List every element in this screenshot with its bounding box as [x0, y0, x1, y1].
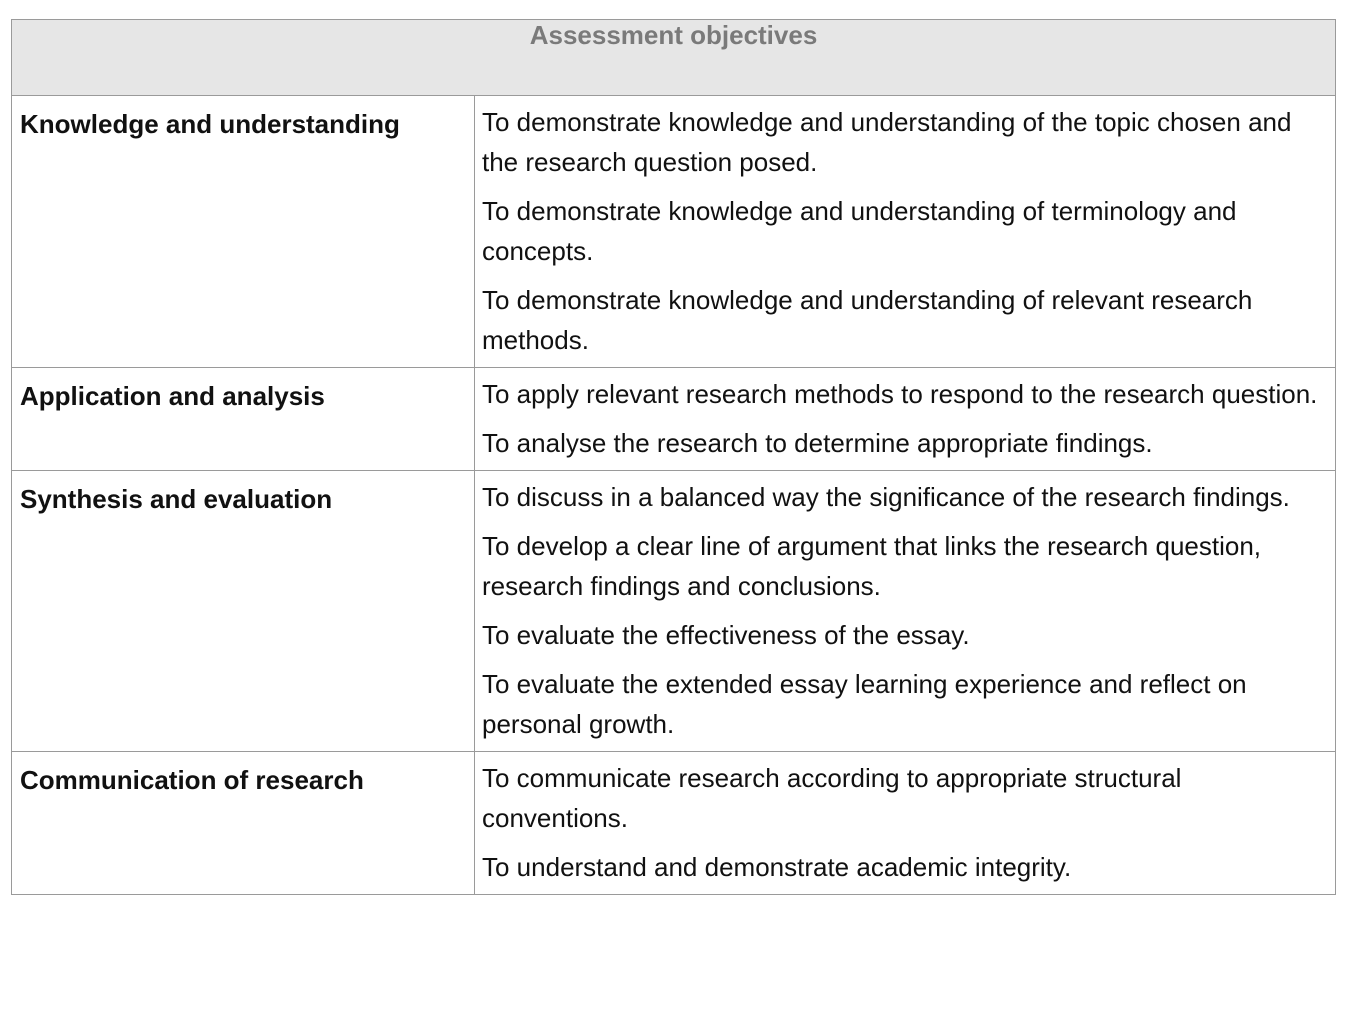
table-row-knowledge — [12, 96, 1336, 368]
objective-item: To apply relevant research methods to respond to the research question. — [482, 379, 1318, 409]
table-row-synthesis — [12, 471, 1336, 752]
objective-item: To evaluate the effectiveness of the essay. — [482, 620, 970, 650]
objective-item: To demonstrate knowledge and understanding of terminology and concepts. — [482, 196, 1237, 266]
objective-descriptions — [475, 471, 1336, 752]
objective-label: Application and analysis — [12, 368, 475, 471]
assessment-objectives-table — [11, 19, 1336, 895]
objective-item: To develop a clear line of argument that links the research question, research findings and conclusions. — [482, 531, 1262, 601]
objective-item: To understand and demonstrate academic integrity. — [482, 852, 1072, 882]
objective-descriptions — [475, 368, 1336, 471]
table-row-application — [12, 368, 1336, 471]
objective-item: To analyse the research to determine appropriate findings. — [482, 428, 1153, 458]
objective-item: To communicate research according to appropriate structural conventions. — [482, 763, 1182, 833]
objective-descriptions — [475, 96, 1336, 368]
assessment-objectives-table-wrapper — [11, 19, 1335, 895]
table-header-row — [12, 20, 1336, 96]
objective-item: To discuss in a balanced way the significance of the research findings. — [482, 482, 1290, 512]
objective-label: Communication of research — [12, 752, 475, 895]
objective-item: To demonstrate knowledge and understanding of relevant research methods. — [482, 285, 1253, 355]
objective-label: Knowledge and understanding — [12, 96, 475, 368]
objective-descriptions — [475, 752, 1336, 895]
table-title: Assessment objectives — [12, 20, 1336, 96]
objective-label: Synthesis and evaluation — [12, 471, 475, 752]
objective-item: To evaluate the extended essay learning experience and reflect on personal growth. — [482, 669, 1247, 739]
objective-item: To demonstrate knowledge and understanding of the topic chosen and the research question posed. — [482, 107, 1292, 177]
table-row-communication — [12, 752, 1336, 895]
